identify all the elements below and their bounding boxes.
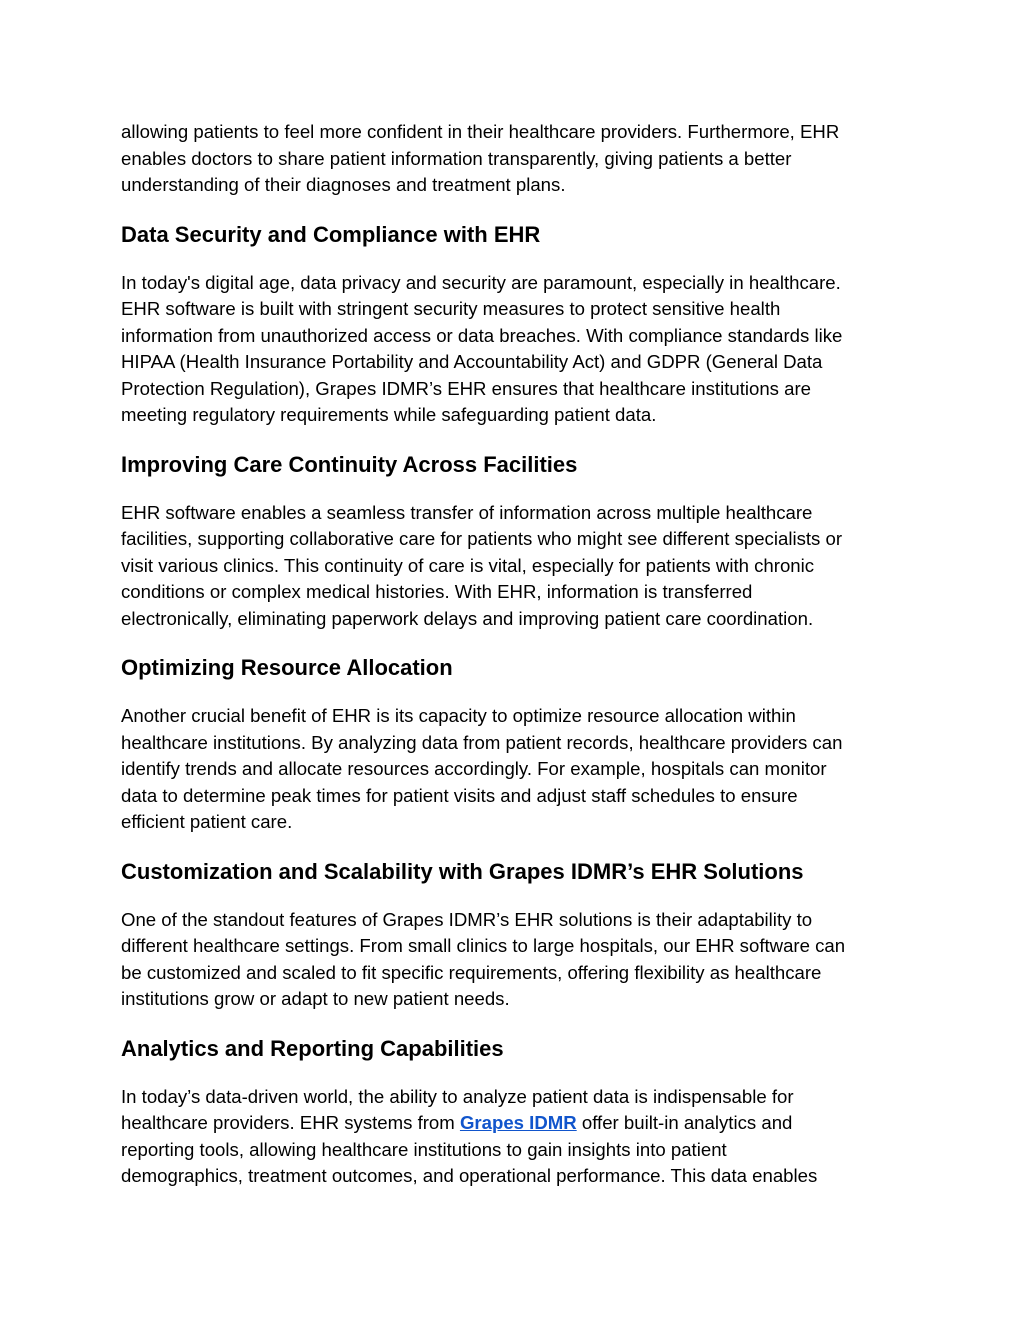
section-heading-customization: Customization and Scalability with Grapes IDMR’s EHR Solutions — [121, 858, 804, 884]
text-line: efficient patient care. — [121, 811, 293, 832]
section-paragraph-resource-allocation — [121, 703, 911, 836]
document-page — [121, 119, 911, 1190]
text-line: EHR software enables a seamless transfer of information across multiple healthcare — [121, 501, 813, 523]
text-line: HIPAA (Health Insurance Portability and Accountability Act) and GDPR (General Data — [121, 351, 823, 372]
text-line: In today's digital age, data privacy and security are paramount, especially in healthcare. — [121, 271, 841, 293]
text-line: identify trends and allocate resources accordingly. For example, hospitals can monitor — [121, 758, 827, 779]
text-line: electronically, eliminating paperwork delays and improving patient care coordination. — [121, 607, 814, 629]
text-line: Another crucial benefit of EHR is its capacity to optimize resource allocation within — [121, 705, 796, 726]
text-line: data to determine peak times for patient visits and adjust staff schedules to ensure — [121, 784, 798, 806]
section-heading-care-continuity: Improving Care Continuity Across Facilities — [121, 451, 578, 477]
text-line: reporting tools, allowing healthcare institutions to gain insights into patient — [121, 1138, 727, 1160]
text-fragment: offer built-in analytics and — [576, 1112, 793, 1133]
text-line: visit various clinics. This continuity of care is vital, especially for patients with chronic — [121, 554, 815, 576]
grapes-idmr-link[interactable]: Grapes IDMR — [459, 1112, 577, 1133]
section-heading-resource-allocation: Optimizing Resource Allocation — [121, 655, 453, 680]
text-fragment: healthcare providers. EHR systems from — [121, 1112, 460, 1133]
section-heading-data-security: Data Security and Compliance with EHR — [121, 221, 541, 247]
section-paragraph-data-security — [121, 270, 911, 429]
text-line: understanding of their diagnoses and treatment plans. — [121, 174, 566, 195]
text-line: allowing patients to feel more confident in their healthcare providers. Furthermore, EHR — [121, 121, 840, 142]
text-line: institutions grow or adapt to new patient needs. — [121, 988, 510, 1009]
section-paragraph-analytics — [121, 1084, 911, 1190]
text-line: healthcare institutions. By analyzing data from patient records, healthcare providers can — [121, 731, 843, 753]
text-line: meeting regulatory requirements while safeguarding patient data. — [121, 404, 657, 425]
text-line: enables doctors to share patient information transparently, giving patients a better — [121, 147, 792, 169]
text-line: different healthcare settings. From small clinics to large hospitals, our EHR software can — [121, 935, 846, 956]
text-line: conditions or complex medical histories. With EHR, information is transferred — [121, 581, 753, 602]
text-line: be customized and scaled to fit specific requirements, offering flexibility as healthcare — [121, 961, 822, 983]
section-paragraph-customization — [121, 907, 911, 1013]
text-line: Protection Regulation), Grapes IDMR’s EHR ensures that healthcare institutions are — [121, 377, 812, 399]
text-line: EHR software is built with stringent security measures to protect sensitive health — [121, 298, 781, 319]
text-line: facilities, supporting collaborative care for patients who might see different specialists or — [121, 528, 843, 549]
text-line: One of the standout features of Grapes IDMR’s EHR solutions is their adaptability to — [121, 908, 813, 930]
text-line: information from unauthorized access or data breaches. With compliance standards like — [121, 324, 843, 346]
text-line — [121, 1110, 911, 1137]
intro-paragraph — [121, 119, 911, 199]
section-paragraph-care-continuity — [121, 500, 911, 633]
text-line: In today’s data-driven world, the ability to analyze patient data is indispensable for — [121, 1085, 794, 1107]
section-heading-analytics: Analytics and Reporting Capabilities — [121, 1035, 504, 1061]
text-line: demographics, treatment outcomes, and operational performance. This data enables — [121, 1165, 818, 1186]
